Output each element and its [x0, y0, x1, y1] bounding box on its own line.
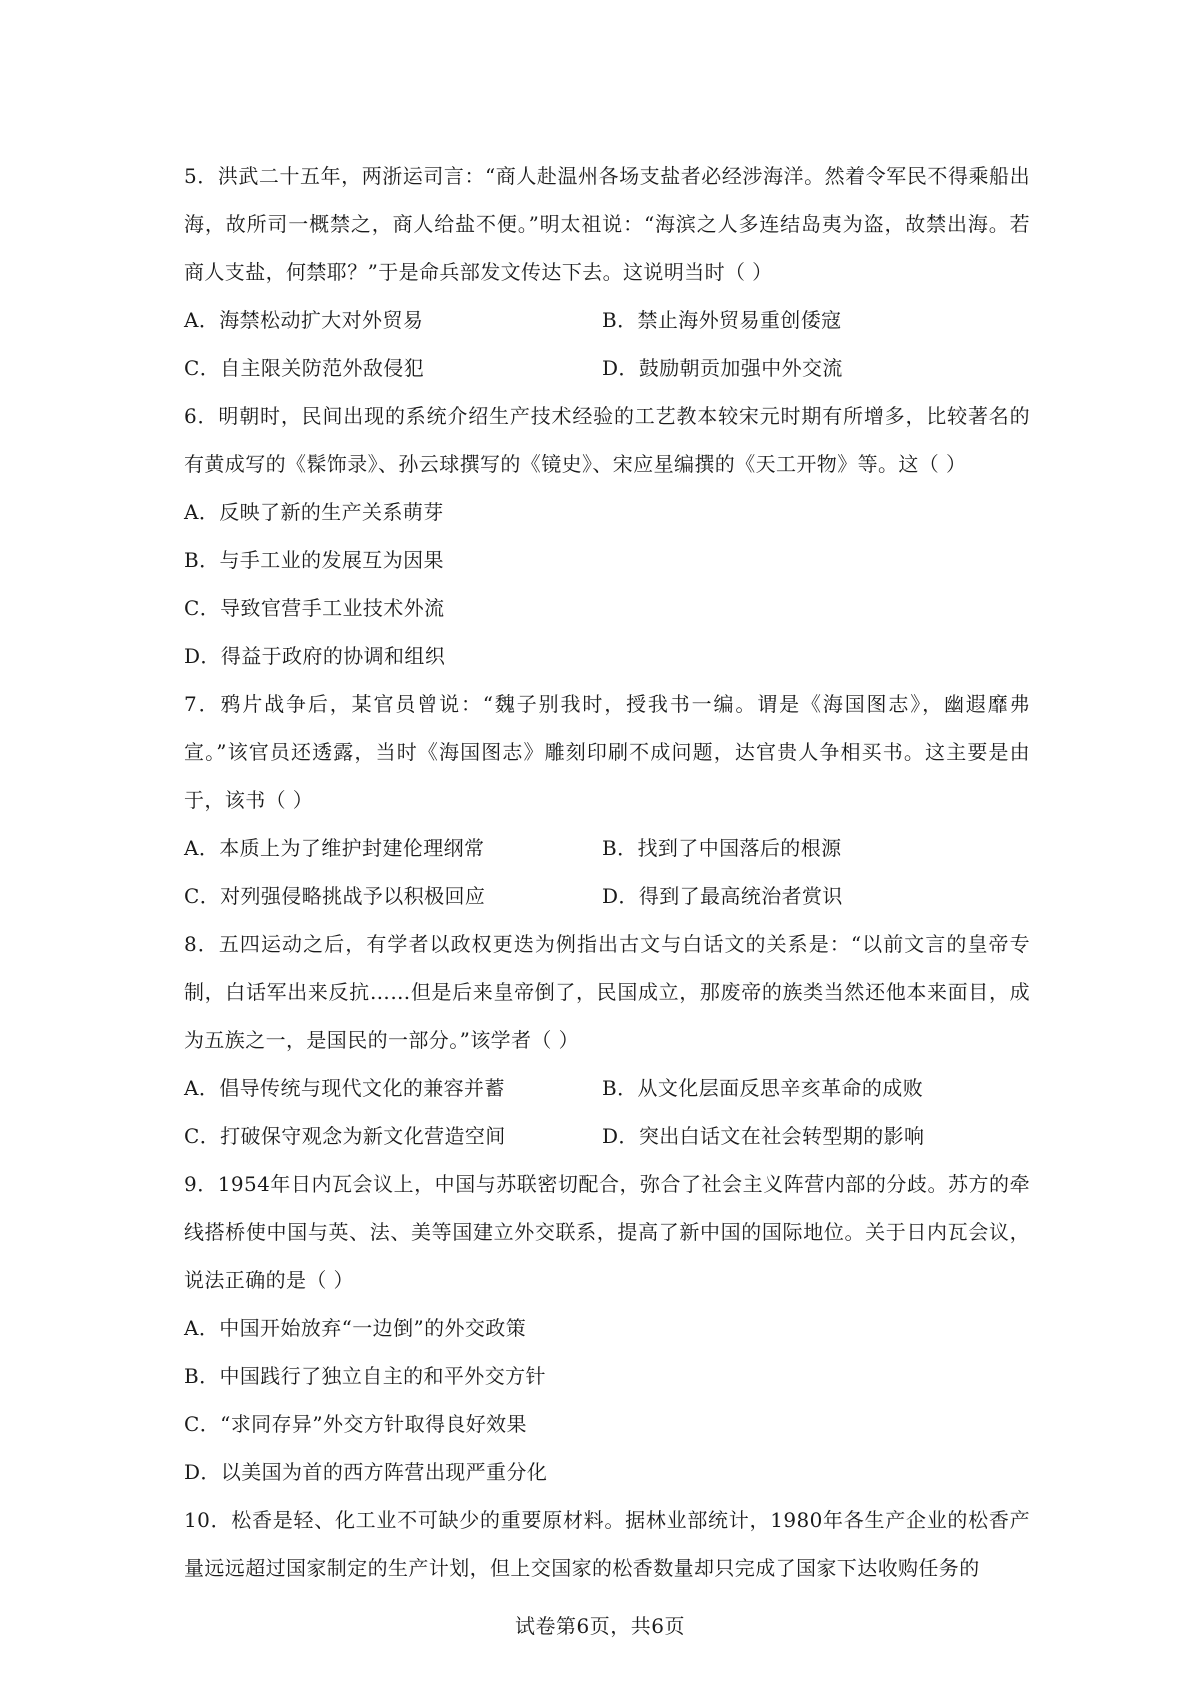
option-c: C．“求同存异”外交方针取得良好效果 — [184, 1412, 527, 1436]
options-row — [184, 1064, 1030, 1112]
option-c: C．导致官营手工业技术外流 — [184, 596, 445, 620]
options-row — [184, 344, 1030, 392]
option-c: C．对列强侵略挑战予以积极回应 — [184, 884, 486, 908]
question-stem: 7．鸦片战争后，某官员曾说：“魏子别我时，授我书一编。谓是《海国图志》，幽遐靡弗宣。”该官员还透露，当时《海国图志》雕刻印刷不成问题，达官贵人争相买书。这主要是由于，该书（ ） — [184, 692, 1030, 812]
question-8 — [184, 920, 1030, 1160]
option-a: A．倡导传统与现代文化的兼容并蓄 — [184, 1076, 505, 1100]
options-row — [184, 296, 1030, 344]
option-b: B．从文化层面反思辛亥革命的成败 — [602, 1076, 924, 1100]
question-9 — [184, 1160, 1030, 1496]
options-row — [184, 1112, 1030, 1160]
option-b: B．找到了中国落后的根源 — [602, 836, 842, 860]
option-a: A．反映了新的生产关系萌芽 — [184, 500, 444, 524]
option-d: D．以美国为首的西方阵营出现严重分化 — [184, 1460, 548, 1484]
option-a: A．本质上为了维护封建伦理纲常 — [184, 836, 485, 860]
exam-content — [184, 152, 1030, 1592]
option-d: D．鼓励朝贡加强中外交流 — [602, 356, 843, 380]
option-b: B．与手工业的发展互为因果 — [184, 548, 444, 572]
question-10 — [184, 1496, 1030, 1592]
option-b: B．禁止海外贸易重创倭寇 — [602, 308, 842, 332]
options-row — [184, 872, 1030, 920]
options-row — [184, 824, 1030, 872]
option-a: A．海禁松动扩大对外贸易 — [184, 308, 424, 332]
question-5 — [184, 152, 1030, 392]
option-c: C．自主限关防范外敌侵犯 — [184, 356, 425, 380]
option-a: A．中国开始放弃“一边倒”的外交政策 — [184, 1316, 527, 1340]
question-stem: 6．明朝时，民间出现的系统介绍生产技术经验的工艺教本较宋元时期有所增多，比较著名的有黄成写的《髹饰录》、孙云球撰写的《镜史》、宋应星编撰的《天工开物》等。这（ ） — [184, 404, 1030, 476]
question-stem: 9．1954年日内瓦会议上，中国与苏联密切配合，弥合了社会主义阵营内部的分歧。苏方的牵线搭桥使中国与英、法、美等国建立外交联系，提高了新中国的国际地位。关于日内瓦会议，说法正确的是（ ） — [184, 1172, 1030, 1292]
option-b: B．中国践行了独立自主的和平外交方针 — [184, 1364, 546, 1388]
option-d: D．突出白话文在社会转型期的影响 — [602, 1124, 925, 1148]
page-footer: 试卷第6页，共6页 — [515, 1614, 685, 1638]
option-d: D．得到了最高统治者赏识 — [602, 884, 843, 908]
question-stem: 8．五四运动之后，有学者以政权更迭为例指出古文与白话文的关系是：“以前文言的皇帝专制，白话军出来反抗……但是后来皇帝倒了，民国成立，那废帝的族类当然还他本来面目，成为五族之一，是国民的一部分。”该学者（ ） — [184, 932, 1030, 1052]
question-stem: 5．洪武二十五年，两浙运司言：“商人赴温州各场支盐者必经涉海洋。然着令军民不得乘船出海，故所司一概禁之，商人给盐不便。”明太祖说：“海滨之人多连结岛夷为盗，故禁出海。若商人支盐，何禁耶？”于是命兵部发文传达下去。这说明当时（ ） — [184, 164, 1030, 284]
option-d: D．得益于政府的协调和组织 — [184, 644, 446, 668]
question-7 — [184, 680, 1030, 920]
question-stem: 10．松香是轻、化工业不可缺少的重要原材料。据林业部统计，1980年各生产企业的松香产量远远超过国家制定的生产计划，但上交国家的松香数量却只完成了国家下达收购任务的 — [184, 1508, 1030, 1580]
option-c: C．打破保守观念为新文化营造空间 — [184, 1124, 506, 1148]
question-6 — [184, 392, 1030, 680]
